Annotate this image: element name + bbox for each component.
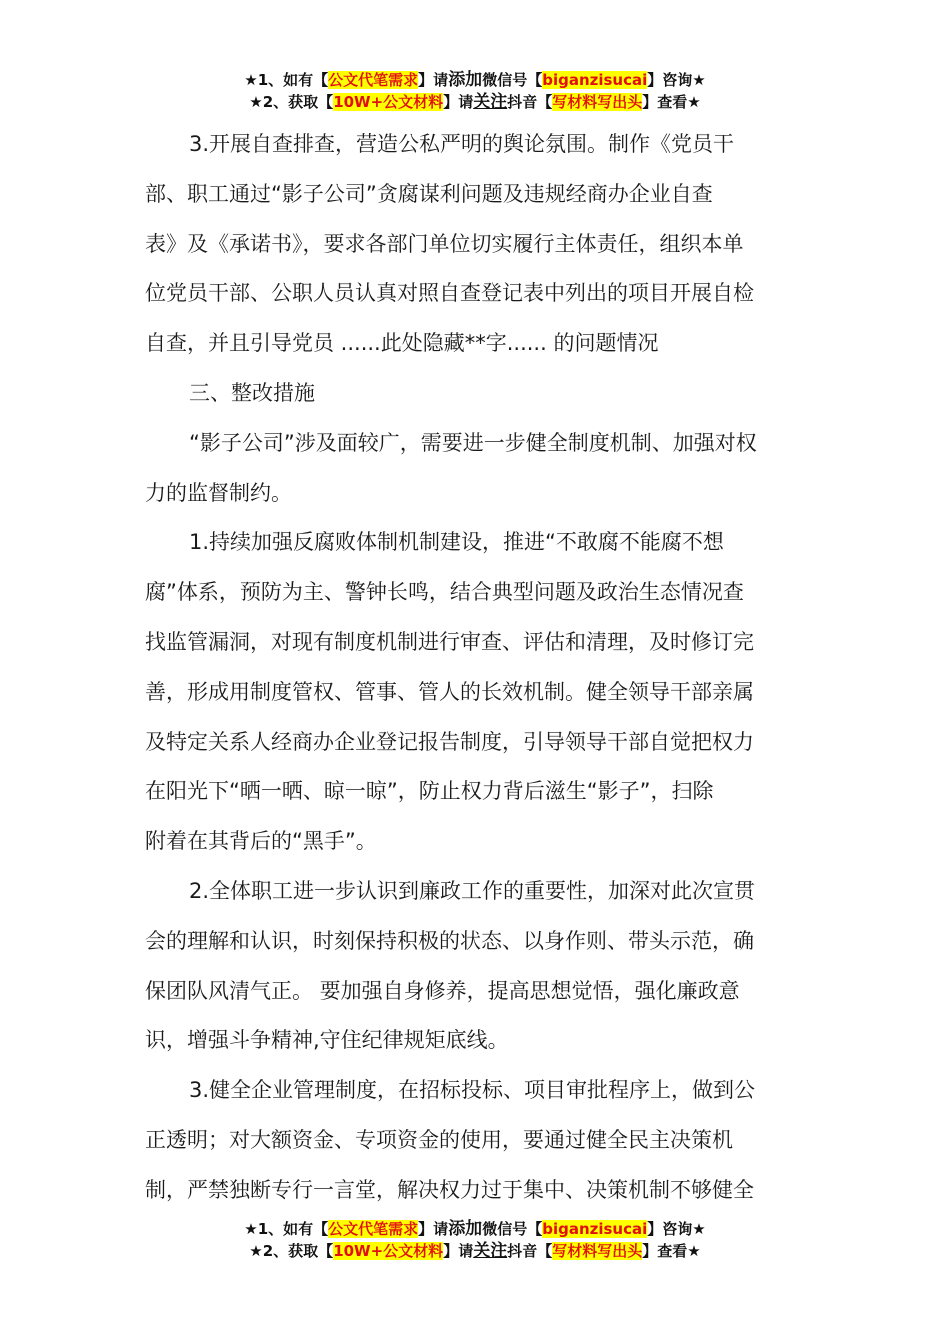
text-line: 保团队风清气正。 要加强自身修养，提高思想觉悟，强化廉政意 — [145, 978, 740, 1003]
text-line: 3.开展自查排查，营造公私严明的舆论氛围。制作《党员干 — [189, 132, 735, 156]
highlight-douyin: 写材料写出头 — [552, 1242, 643, 1260]
text-line: 力的监督制约。 — [145, 480, 292, 505]
text-line: 表》及《承诺书》，要求各部门单位切实履行主体责任，组织本单 — [145, 231, 744, 256]
banner-line-2: ★2、获取【10W+公文材料】请关注抖音【写材料写出头】查看★ — [249, 92, 701, 112]
text-line: 在阳光下“晒一晒、晾一晾”，防止权力背后滋生“影子”，扫除 — [145, 779, 714, 804]
text-line: 识，增强斗争精神,守住纪律规矩底线。 — [145, 1028, 509, 1053]
document-body — [145, 120, 810, 1216]
text-line: 2.全体职工进一步认识到廉政工作的重要性，加深对此次宣贯 — [189, 878, 756, 903]
banner-line-2: ★2、获取【10W+公文材料】请关注抖音【写材料写出头】查看★ — [249, 1241, 701, 1261]
text-line: 制，严禁独断专行一言堂，解决权力过于集中、决策机制不够健全 — [145, 1177, 754, 1202]
highlight-materials: 10W+公文材料 — [333, 1242, 444, 1260]
text-line: 1.持续加强反腐败体制机制建设，推进“不敢腐不能腐不想 — [189, 530, 724, 555]
text-line: 会的理解和认识，时刻保持积极的状态、以身作则、带头示范，确 — [145, 928, 754, 953]
text-line: 位党员干部、公职人员认真对照自查登记表中列出的项目开展自检 — [145, 281, 754, 306]
text-line: “影子公司”涉及面较广，需要进一步健全制度机制、加强对权 — [189, 430, 757, 455]
text-line: 部、职工通过“影子公司”贪腐谋利问题及违规经商办企业自查 — [145, 181, 713, 206]
text-line: 3.健全企业管理制度，在招标投标、项目审批程序上，做到公 — [189, 1078, 756, 1103]
text-line: 附着在其背后的“黑手”。 — [145, 829, 377, 854]
highlight-douyin: 写材料写出头 — [552, 93, 643, 111]
text-line: 自查，并且引导党员 ......此处隐藏**字...... 的问题情况 — [145, 331, 659, 356]
footer-banner — [0, 1218, 950, 1262]
section-heading: 三、整改措施 — [189, 380, 315, 405]
header-banner — [0, 69, 950, 113]
banner-line-1: ★1、如有【公文代笔需求】请添加微信号【biganzisucai】咨询★ — [244, 1219, 706, 1239]
highlight-service: 公文代笔需求 — [328, 1220, 419, 1238]
banner-line-1: ★1、如有【公文代笔需求】请添加微信号【biganzisucai】咨询★ — [244, 70, 706, 90]
highlight-service: 公文代笔需求 — [328, 71, 419, 89]
text-line: 腐”体系，预防为主、警钟长鸣，结合典型问题及政治生态情况查 — [145, 580, 744, 605]
text-line: 善，形成用制度管权、管事、管人的长效机制。健全领导干部亲属 — [145, 679, 754, 704]
text-line: 正透明；对大额资金、专项资金的使用，要通过健全民主决策机 — [145, 1127, 733, 1152]
text-line: 及特定关系人经商办企业登记报告制度，引导领导干部自觉把权力 — [145, 729, 754, 754]
text-line: 找监管漏洞，对现有制度机制进行审查、评估和清理，及时修订完 — [145, 629, 754, 654]
highlight-materials: 10W+公文材料 — [333, 93, 444, 111]
highlight-wechat-id: biganzisucai — [542, 71, 648, 89]
highlight-wechat-id: biganzisucai — [542, 1220, 648, 1238]
